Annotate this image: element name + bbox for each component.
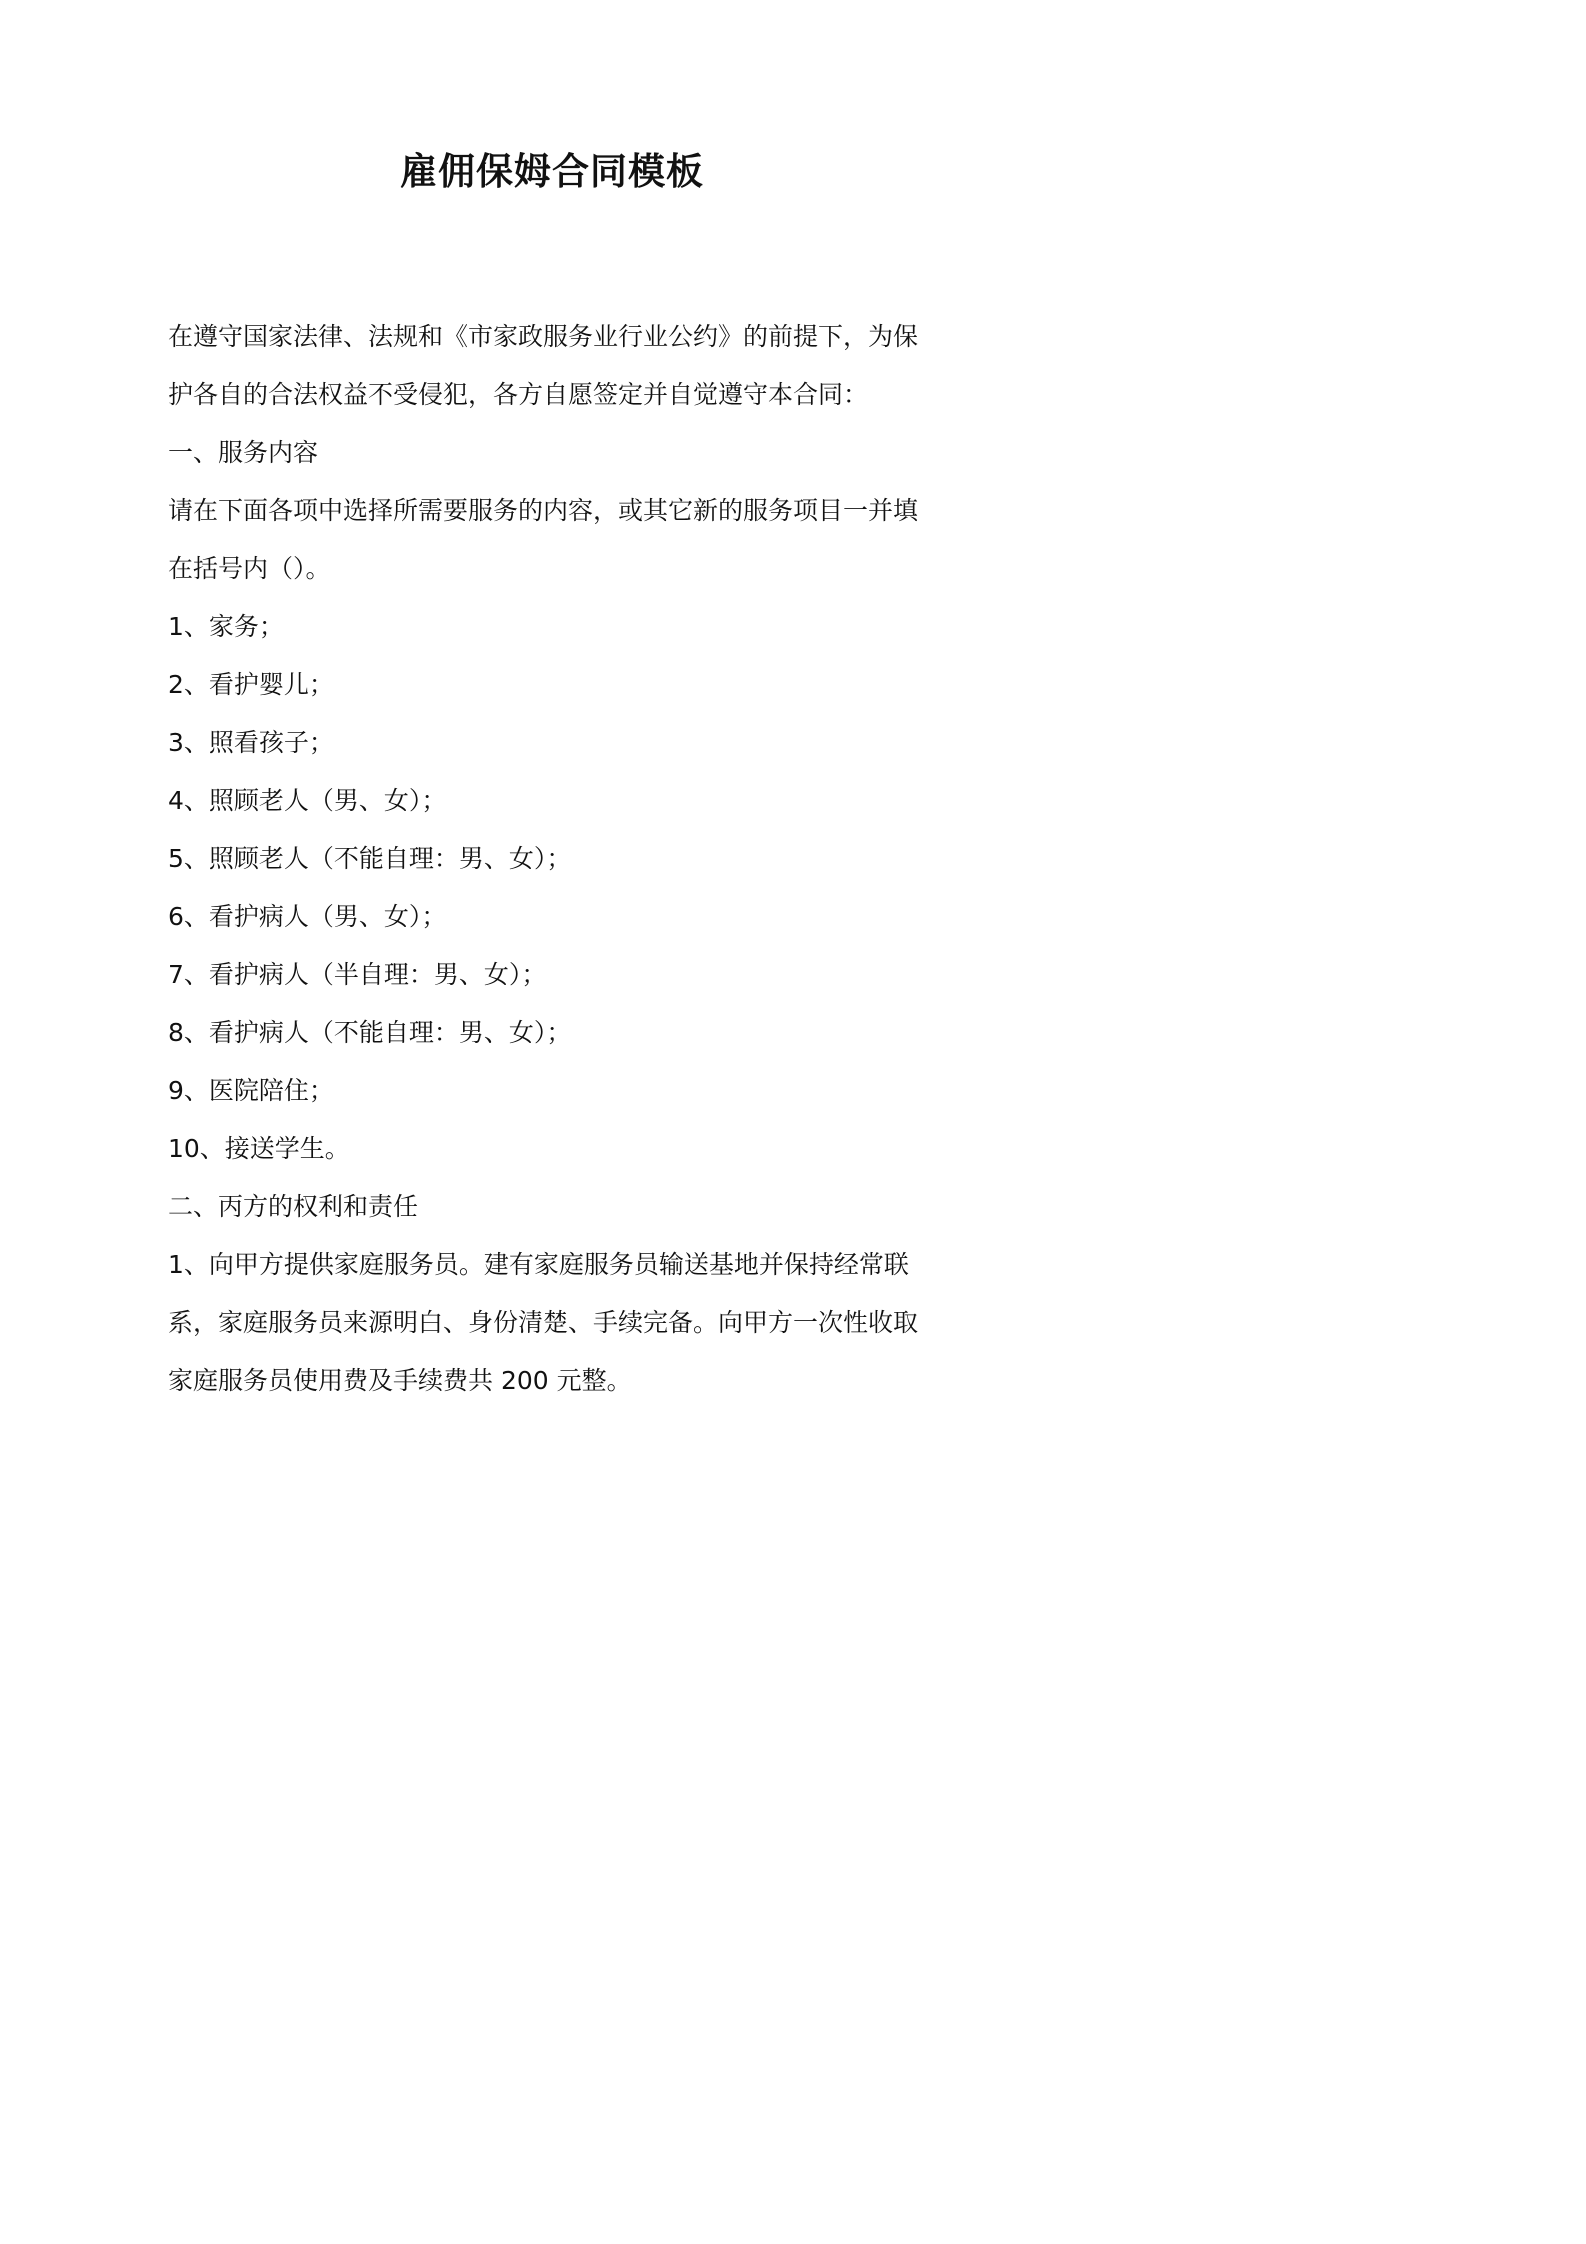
document-body xyxy=(168,308,948,1410)
section-2-item-1-line-2: 系，家庭服务员来源明白、身份清楚、手续完备。向甲方一次性收取 xyxy=(168,1308,919,1337)
section-1-heading: 一、服务内容 xyxy=(168,438,319,467)
service-item: 10、接送学生。 xyxy=(168,1134,350,1163)
service-item: 2、看护婴儿； xyxy=(168,670,334,699)
section-2-item-1-line-1: 1、向甲方提供家庭服务员。建有家庭服务员输送基地并保持经常联 xyxy=(168,1250,909,1279)
document-title: 雇佣保姆合同模板 xyxy=(400,150,704,193)
service-item: 9、医院陪住； xyxy=(168,1076,334,1105)
document-page xyxy=(0,0,1104,1561)
service-item: 3、照看孩子； xyxy=(168,728,334,757)
intro-line-1: 在遵守国家法律、法规和《市家政服务业行业公约》的前提下，为保 xyxy=(168,322,919,351)
intro-line-2: 护各自的合法权益不受侵犯，各方自愿签定并自觉遵守本合同： xyxy=(168,380,869,409)
section-2-item-1-line-3: 家庭服务员使用费及手续费共 200 元整。 xyxy=(168,1366,632,1395)
section-1-desc-line-2: 在括号内（）。 xyxy=(168,554,331,583)
service-item: 4、照顾老人（男、女）； xyxy=(168,786,447,815)
section-1-desc-line-1: 请在下面各项中选择所需要服务的内容，或其它新的服务项目一并填 xyxy=(168,496,919,525)
section-2-heading: 二、丙方的权利和责任 xyxy=(168,1192,419,1221)
service-item: 8、看护病人（不能自理：男、女）； xyxy=(168,1018,572,1047)
service-item: 6、看护病人（男、女）； xyxy=(168,902,447,931)
service-item: 1、家务； xyxy=(168,612,284,641)
service-item: 7、看护病人（半自理：男、女）； xyxy=(168,960,547,989)
service-item: 5、照顾老人（不能自理：男、女）； xyxy=(168,844,572,873)
